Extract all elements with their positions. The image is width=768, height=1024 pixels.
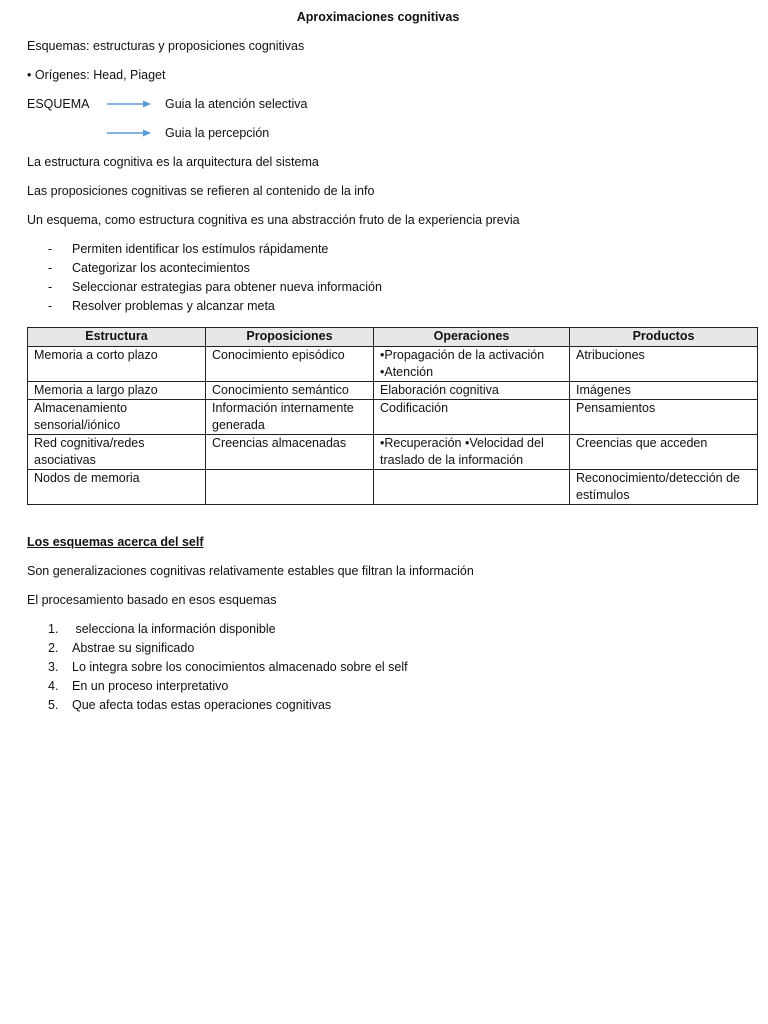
table-cell: Creencias que acceden: [570, 435, 758, 470]
list-number: 3.: [48, 660, 59, 674]
percepcion-text: Guia la percepción: [165, 126, 270, 140]
table-cell: Elaboración cognitiva: [374, 382, 570, 400]
table-row: [28, 347, 758, 382]
table-cell: Codificación: [374, 400, 570, 435]
estructura-line: La estructura cognitiva es la arquitectura del sistema: [27, 155, 319, 169]
list-item: 2. Abstrae su significado: [48, 641, 195, 655]
esquemas-table: [27, 327, 758, 505]
proposiciones-line: Las proposiciones cognitivas se refieren al contenido de la info: [27, 184, 375, 198]
abstraccion-line: Un esquema, como estructura cognitiva es una abstracción fruto de la experiencia previa: [27, 213, 520, 227]
dash-marker: -: [48, 261, 53, 275]
column-header: Proposiciones: [206, 328, 374, 347]
list-item: - Categorizar los acontecimientos: [48, 261, 250, 275]
list-item: 3. Lo integra sobre los conocimientos almacenado sobre el self: [48, 660, 408, 674]
table-row: [28, 400, 758, 435]
table-cell: Red cognitiva/redes asociativas: [28, 435, 206, 470]
dash-marker: -: [48, 280, 53, 294]
table-cell: Nodos de memoria: [28, 470, 206, 505]
table-cell: Conocimiento episódico: [206, 347, 374, 382]
esquema-label: ESQUEMA: [27, 97, 90, 111]
table-cell: Memoria a corto plazo: [28, 347, 206, 382]
table-cell: Información internamente generada: [206, 400, 374, 435]
column-header: Operaciones: [374, 328, 570, 347]
dash-marker: -: [48, 242, 53, 256]
list-item: 4. En un proceso interpretativo: [48, 679, 229, 693]
esquemas-line: Esquemas: estructuras y proposiciones cognitivas: [27, 39, 305, 53]
section-heading: Los esquemas acerca del self: [27, 535, 204, 549]
table-cell: Memoria a largo plazo: [28, 382, 206, 400]
table-cell: [206, 470, 374, 505]
list-item: - Permiten identificar los estímulos rápidamente: [48, 242, 329, 256]
column-header: Estructura: [28, 328, 206, 347]
origenes-line: • Orígenes: Head, Piaget: [27, 68, 166, 82]
right-arrow-icon: [106, 99, 152, 109]
procesamiento-line: El procesamiento basado en esos esquemas: [27, 593, 277, 607]
table-cell: •Recuperación •Velocidad del traslado de la información: [374, 435, 570, 470]
page-title: Aproximaciones cognitivas: [296, 10, 460, 24]
atencion-selectiva-text: Guia la atención selectiva: [165, 97, 308, 111]
table-cell: Imágenes: [570, 382, 758, 400]
dash-list: [27, 241, 382, 317]
list-item: 1. selecciona la información disponible: [48, 622, 276, 636]
table-cell: Conocimiento semántico: [206, 382, 374, 400]
table-cell: Almacenamiento sensorial/iónico: [28, 400, 206, 435]
table-cell: •Propagación de la activación •Atención: [374, 347, 570, 382]
generalizaciones-line: Son generalizaciones cognitivas relativamente estables que filtran la información: [27, 564, 474, 578]
table-cell: Pensamientos: [570, 400, 758, 435]
dash-marker: -: [48, 299, 53, 313]
list-number: 2.: [48, 641, 59, 655]
table-cell: Creencias almacenadas: [206, 435, 374, 470]
list-item: - Seleccionar estrategias para obtener nueva información: [48, 280, 382, 294]
table-row: [28, 435, 758, 470]
list-number: 5.: [48, 698, 59, 712]
list-number: 4.: [48, 679, 59, 693]
list-item: - Resolver problemas y alcanzar meta: [48, 299, 275, 313]
table-cell: Reconocimiento/detección de estímulos: [570, 470, 758, 505]
table-row: [28, 470, 758, 505]
column-header: Productos: [570, 328, 758, 347]
numbered-list: [27, 621, 408, 716]
list-item: 5. Que afecta todas estas operaciones cognitivas: [48, 698, 332, 712]
table-cell: [374, 470, 570, 505]
table-header-row: [28, 328, 758, 347]
table-row: [28, 382, 758, 400]
right-arrow-icon: [106, 128, 152, 138]
table-cell: Atribuciones: [570, 347, 758, 382]
list-number: 1.: [48, 622, 59, 636]
